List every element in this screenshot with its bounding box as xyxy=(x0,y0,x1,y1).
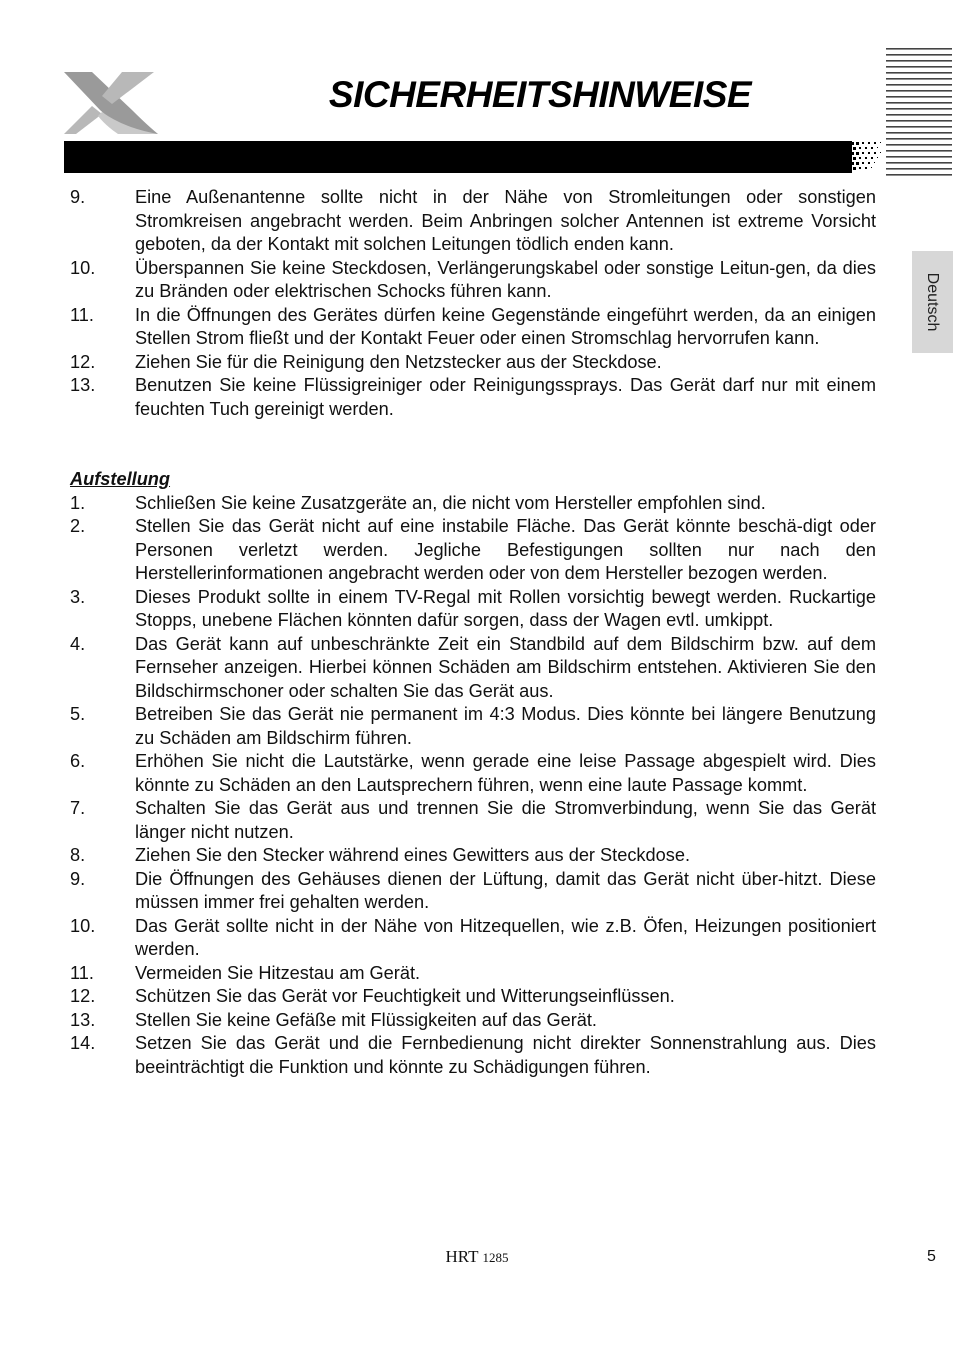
model-number: 1285 xyxy=(482,1250,509,1265)
item-number: 10. xyxy=(70,257,96,278)
page-title: SICHERHEITSHINWEISE xyxy=(328,74,752,115)
item-text: Stellen Sie keine Gefäße mit Flüssigkeiten auf das Gerät. xyxy=(135,1009,597,1030)
header-bar xyxy=(64,141,852,173)
list-item xyxy=(70,844,876,868)
item-text: Die Öffnungen des Gehäuses dienen der Lüftung, damit das Gerät nicht über-hitzt. Diese müssen immer frei gehalten werden. xyxy=(135,868,876,912)
item-number: 9. xyxy=(70,868,86,889)
item-text: Ziehen Sie den Stecker während eines Gewitters aus der Steckdose. xyxy=(135,845,691,865)
list-item xyxy=(70,515,876,586)
item-text: Vermeiden Sie Hitzestau am Gerät. xyxy=(135,962,421,983)
item-number: 6. xyxy=(70,751,86,771)
list-item xyxy=(70,985,876,1009)
item-number: 1. xyxy=(70,492,86,513)
list-item xyxy=(70,1009,876,1033)
item-text: Schließen Sie keine Zusatzgeräte an, die nicht vom Hersteller empfohlen sind. xyxy=(135,492,766,513)
list-item xyxy=(70,868,876,915)
list-item xyxy=(70,492,876,516)
item-number: 2. xyxy=(70,516,86,536)
list-item xyxy=(70,750,876,797)
list-item xyxy=(70,304,876,351)
item-text: Setzen Sie das Gerät und die Fernbedienung nicht direkter Sonnenstrahlung aus. Dies beeinträchtigt die Funktion und könnte zu Schädigungen führen. xyxy=(135,1033,876,1077)
item-text: Schützen Sie das Gerät vor Feuchtigkeit und Witterungseinflüssen. xyxy=(135,986,675,1006)
item-number: 11. xyxy=(70,304,94,325)
item-number: 11. xyxy=(70,962,94,983)
item-number: 12. xyxy=(70,986,96,1006)
item-number: 12. xyxy=(70,351,96,372)
item-text: Stellen Sie das Gerät nicht auf eine instabile Fläche. Das Gerät könnte beschä-digt oder Personen verletzt werden. Jegliche Befestigungen sollten nur nach den Herstellerinformationen angebracht werden oder von dem Hersteller bezogen werden. xyxy=(135,516,876,583)
item-text: Ziehen Sie für die Reinigung den Netzstecker aus der Steckdose. xyxy=(135,351,662,372)
item-text: In die Öffnungen des Gerätes dürfen keine Gegenstände eingeführt werden, da an einigen Stellen Strom fließt und der Kontakt Feuer oder einen Stromschlag hervorrufen kann. xyxy=(135,304,876,348)
list-item xyxy=(70,351,876,375)
list-item xyxy=(70,257,876,304)
item-number: 3. xyxy=(70,586,86,607)
page-number: 5 xyxy=(927,1248,936,1265)
item-text: Betreiben Sie das Gerät nie permanent im 4:3 Modus. Dies könnte bei längere Benutzung zu Schäden am Bildschirm führen. xyxy=(135,704,876,748)
item-text: Erhöhen Sie nicht die Lautstärke, wenn gerade eine leise Passage abgespielt wird. Dies könnte zu Schäden an den Lautsprechern führen, wenn eine laute Passage kommt. xyxy=(135,751,876,795)
intro-list xyxy=(70,186,876,421)
footer-model xyxy=(0,1247,954,1267)
stripe-decoration xyxy=(886,48,952,178)
item-number: 4. xyxy=(70,633,86,654)
item-text: Benutzen Sie keine Flüssigreiniger oder Reinigungssprays. Das Gerät darf nur mit einem feuchten Tuch gereinigt werden. xyxy=(135,375,876,419)
item-number: 10. xyxy=(70,915,96,936)
content-body xyxy=(70,186,876,1079)
list-item xyxy=(70,374,876,421)
item-number: 13. xyxy=(70,375,96,395)
item-number: 14. xyxy=(70,1033,96,1053)
item-number: 5. xyxy=(70,704,86,724)
list-item xyxy=(70,586,876,633)
item-number: 7. xyxy=(70,798,86,818)
list-item xyxy=(70,633,876,704)
list-item xyxy=(70,186,876,257)
item-text: Überspannen Sie keine Steckdosen, Verlängerungskabel oder sonstige Leitun-gen, da dies zu Bränden oder elektrischen Schocks führen kann. xyxy=(135,257,876,301)
item-text: Das Gerät kann auf unbeschränkte Zeit ein Standbild auf dem Bildschirm bzw. auf dem Fernseher anzeigen. Hierbei können Schäden am Bildschirm entstehen. Aktivieren Sie den Bildschirmschoner oder schalten Sie das Gerät aus. xyxy=(135,633,876,701)
item-text: Das Gerät sollte nicht in der Nähe von Hitzequellen, wie z.B. Öfen, Heizungen positioniert werden. xyxy=(135,915,876,959)
item-text: Eine Außenantenne sollte nicht in der Nähe von Stromleitungen oder sonstigen Stromkreisen angebracht werden. Beim Anbringen solcher Antennen ist extreme Vorsicht geboten, da der Kontakt mit solchen Leitungen tödlich enden kann. xyxy=(135,187,876,254)
language-tab-label: Deutsch xyxy=(924,272,941,332)
list-item xyxy=(70,797,876,844)
list-item xyxy=(70,915,876,962)
halftone-pattern-icon xyxy=(846,140,886,174)
item-number: 13. xyxy=(70,1009,96,1030)
item-number: 9. xyxy=(70,187,86,207)
list-item xyxy=(70,962,876,986)
item-number: 8. xyxy=(70,845,86,865)
list-item xyxy=(70,1032,876,1079)
item-text: Dieses Produkt sollte in einem TV-Regal mit Rollen vorsichtig bewegt werden. Ruckartige Stopps, unebene Flächen könnten dafür sorgen, dass der Wagen evtl. umkippt. xyxy=(135,586,876,630)
section-list xyxy=(70,492,876,1080)
list-item xyxy=(70,703,876,750)
item-text: Schalten Sie das Gerät aus und trennen Sie die Stromverbindung, wenn Sie das Gerät länger nicht nutzen. xyxy=(135,798,876,842)
section-heading: Aufstellung xyxy=(70,469,171,489)
model-name: HRT xyxy=(445,1247,479,1266)
language-tab xyxy=(912,251,953,353)
